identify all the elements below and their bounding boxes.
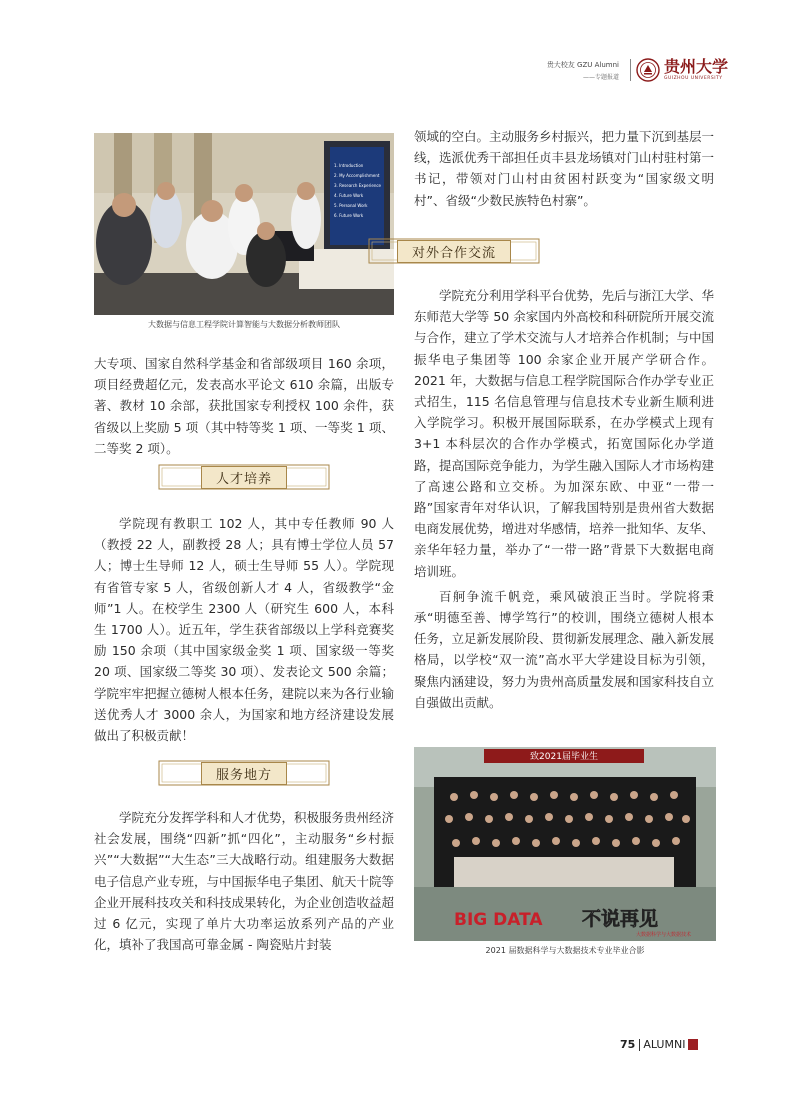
svg-text:6. Future Work: 6. Future Work bbox=[334, 213, 364, 218]
team-photo-caption: 大数据与信息工程学院计算智能与大数据分析教师团队 bbox=[148, 320, 340, 329]
sign-farewell: 不说再见 bbox=[582, 908, 659, 930]
page-header bbox=[547, 58, 728, 82]
footer-accent-bar bbox=[688, 1039, 698, 1050]
svg-text:2. My Accomplishment: 2. My Accomplishment bbox=[334, 173, 380, 178]
left-paragraph-3: 学院充分发挥学科和人才优势，积极服务贵州经济社会发展，围绕“四新”抓“四化”，主动服务“乡村振兴”“大数据”“大生态”三大战略行动。组建服务大数据电子信息产业专班，与中国振华电子集团、航天十院等企业开展科技攻关和科技成果转化，为企业创造收益超过 6 亿元，实现了单片大功率运放系列产品的产业化，填补了我国高可靠金属 - 陶瓷贴片封装 bbox=[94, 810, 395, 953]
section-talent bbox=[158, 464, 330, 490]
sign-big-data: BIG DATA bbox=[454, 910, 543, 930]
header-line2: ——专题报道 bbox=[582, 73, 619, 81]
graduation-photo-caption: 2021 届数据科学与大数据技术专业毕业合影 bbox=[485, 946, 645, 955]
right-paragraph-1: 领域的空白。主动服务乡村振兴，把力量下沉到基层一线，选派优秀干部担任贞丰县龙场镇对门山村驻村第一书记，带领对门山村由贫困村跃变为“国家级文明村”、省级“少数民族特色村寨”。 bbox=[414, 129, 715, 208]
right-column-top bbox=[414, 126, 714, 211]
header-divider bbox=[630, 59, 631, 81]
svg-text:4. Future Work: 4. Future Work bbox=[334, 193, 364, 198]
university-wordmark bbox=[664, 59, 728, 81]
banner-text: 致2021届毕业生 bbox=[530, 752, 598, 762]
footer-divider bbox=[639, 1039, 640, 1051]
svg-text:1. Introduction: 1. Introduction bbox=[334, 163, 364, 168]
header-line1: 贵大校友 GZU Alumni bbox=[546, 60, 619, 69]
section-title-service: 服务地方 bbox=[201, 762, 287, 785]
svg-text:3. Research Experience: 3. Research Experience bbox=[334, 183, 382, 188]
university-seal-icon bbox=[636, 58, 660, 82]
right-column-mid bbox=[414, 285, 714, 713]
footer-label: ALUMNI bbox=[643, 1038, 686, 1051]
sign-subtitle: 大数据科学与大数据技术 bbox=[636, 932, 692, 938]
right-paragraph-2: 学院充分利用学科平台优势，先后与浙江大学、华东师范大学等 50 余家国内外高校和科研院所开展交流与合作，建立了学术交流与人才培养合作机制；与中国振华电子集团等 100 余家企业开展产学研合作。2021 年，大数据与信息工程学院国际合作办学专业正式招生，115 名信息管理与信息技术专业新生顺利进入学院学习。积极开展国际联系，在办学模式上现有 3+1 本科层次的合作办学模式，拓宽国际化办学道路，提高国际竞争能力，为学生融入国际人才市场构建了高速公路和立交桥。为加深东欧、中亚“一带一路”国家青年对华认识，了解我国特别是贵州省大数据电商发展优势，增进对华感情，培养一批知华、友华、亲华年轻力量，举办了“一带一路”背景下大数据电商培训班。 bbox=[414, 288, 715, 579]
left-column-mid bbox=[94, 513, 394, 746]
section-title-cooperation: 对外合作交流 bbox=[397, 240, 511, 263]
page-number: 75 bbox=[620, 1038, 636, 1051]
university-en: GUIZHOU UNIVERSITY bbox=[663, 76, 723, 81]
section-cooperation bbox=[368, 238, 540, 264]
left-column-bottom bbox=[94, 807, 394, 955]
team-photo bbox=[94, 133, 394, 315]
header-text bbox=[547, 60, 619, 81]
graduation-photo bbox=[414, 747, 716, 941]
svg-text:5. Personal Work: 5. Personal Work bbox=[334, 203, 368, 208]
page-footer bbox=[620, 1038, 698, 1051]
right-paragraph-3: 百舸争流千帆竞，乘风破浪正当时。学院将秉承“明德至善、博学笃行”的校训，围绕立德树人根本任务，立足新发展阶段、贯彻新发展理念、融入新发展格局，以学校“双一流”高水平大学建设目标为引领，聚焦内涵建设，努力为贵州高质量发展和国家科技自立自强做出贡献。 bbox=[414, 588, 715, 710]
left-column-top bbox=[94, 353, 394, 459]
left-paragraph-2: 学院现有教职工 102 人，其中专任教师 90 人（教授 22 人，副教授 28 人；具有博士学位人员 57 人；博士生导师 12 人，硕士生导师 55 人）。学院现有省管专家 5 人，省级创新人才 4 人，省级教学“金师”1 人。在校学生 2300 人（研究生 600 人，本科生 1700 人）。近五年，学生获省部级以上学科竞赛奖励 150 余项（其中国家级金奖 1 项、国家级一等奖 20 项、国家级二等奖 30 项）、发表论文 500 余篇；学院牢牢把握立德树人根本任务，建院以来为各行业输送优秀人才 3000 余人，为国家和地方经济建设发展做出了积极贡献！ bbox=[94, 516, 395, 744]
left-paragraph-1: 大专项、国家自然科学基金和省部级项目 160 余项，项目经费超亿元，发表高水平论文 610 余篇，出版专著、教材 10 余部，获批国家专利授权 100 余件，获省级以上奖励 5 项（其中特等奖 1 项、一等奖 1 项、二等奖 2 项）。 bbox=[94, 356, 394, 456]
section-service bbox=[158, 760, 330, 786]
section-title-talent: 人才培养 bbox=[201, 466, 287, 489]
university-name: 贵州大学 bbox=[663, 57, 728, 76]
